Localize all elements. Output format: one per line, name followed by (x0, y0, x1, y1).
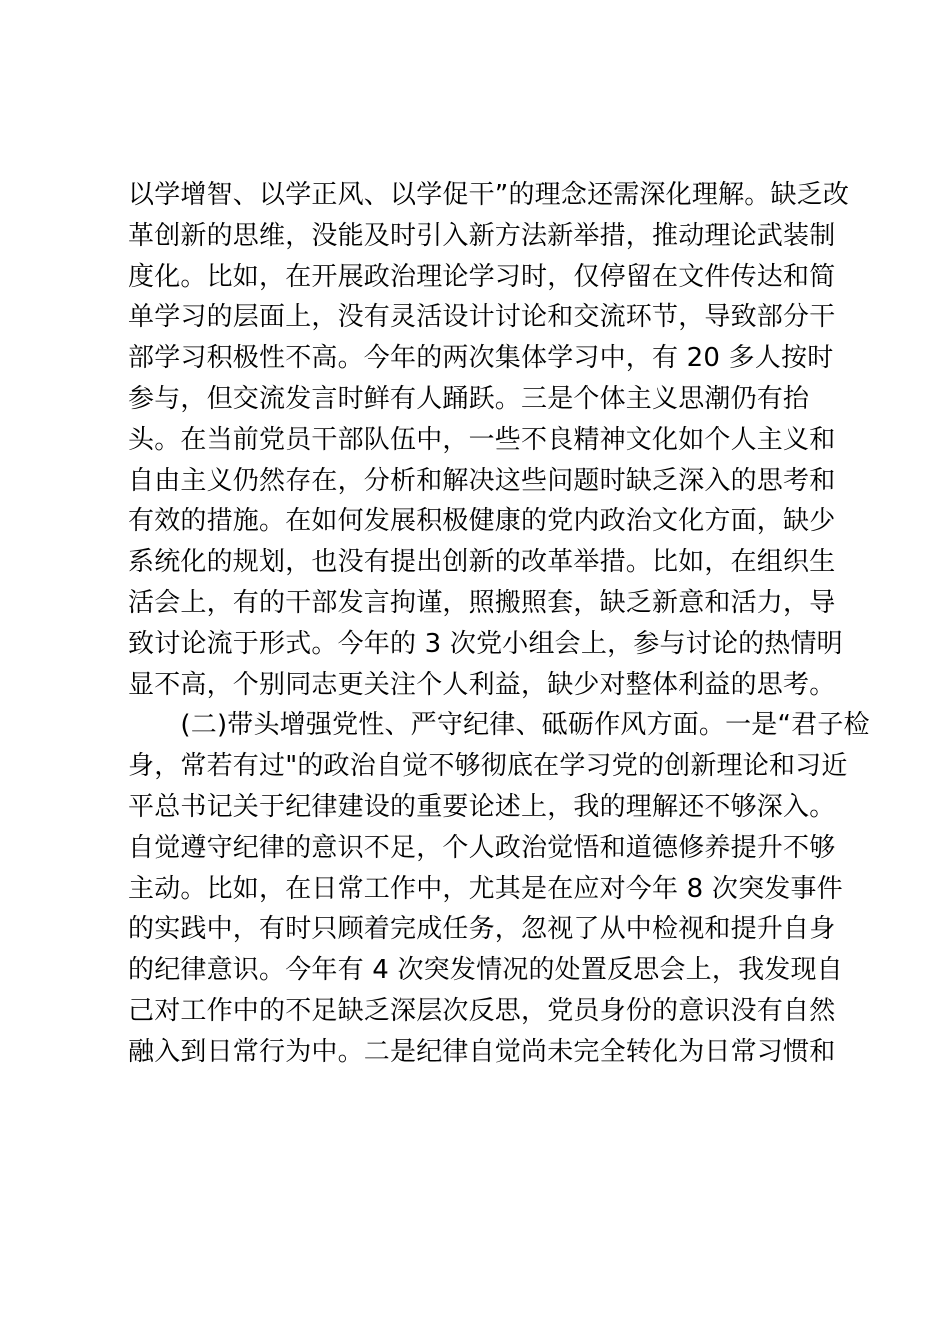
text-line: 的实践中，有时只顾着完成任务，忽视了从中检视和提升自身 (128, 914, 836, 945)
text-line: 有效的措施。在如何发展积极健康的党内政治文化方面，缺少 (128, 506, 836, 537)
text-line: 革创新的思维，没能及时引入新方法新举措，推动理论武装制 (128, 220, 836, 251)
text-line: 自由主义仍然存在，分析和解决这些问题时缺乏深入的思考和 (128, 465, 836, 496)
text-line: 致讨论流于形式。今年的 3 次党小组会上，参与讨论的热情明 (128, 628, 843, 659)
text-line: 显不高，个别同志更关注个人利益，缺少对整体利益的思考。 (128, 669, 836, 700)
text-line: 以学增智、以学正风、以学促干”的理念还需深化理解。缺乏改 (128, 180, 850, 210)
text-line: 参与，但交流发言时鲜有人踊跃。三是个体主义思潮仍有抬 (128, 383, 810, 414)
text-line: 主动。比如，在日常工作中，尤其是在应对今年 8 次突发事件 (128, 873, 843, 904)
text-line: 活会上，有的干部发言拘谨，照搬照套，缺乏新意和活力，导 (128, 587, 836, 618)
text-line: 单学习的层面上，没有灵活设计讨论和交流环节，导致部分干 (128, 302, 836, 333)
text-line: 的纪律意识。今年有 4 次突发情况的处置反思会上，我发现自 (128, 955, 843, 986)
text-line: 系统化的规划，也没有提出创新的改革举措。比如，在组织生 (128, 547, 836, 578)
text-line: 头。在当前党员干部队伍中，一些不良精神文化如个人主义和 (128, 424, 836, 455)
text-line: 自觉遵守纪律的意识不足，个人政治觉悟和道德修养提升不够 (128, 832, 836, 863)
text-line: 己对工作中的不足缺乏深层次反思，党员身份的意识没有自然 (128, 995, 836, 1026)
body-text (128, 175, 870, 1073)
text-line: 部学习积极性不高。今年的两次集体学习中，有 20 多人按时 (128, 343, 834, 374)
section-heading-line: (二)带头增强党性、严守纪律、砥砺作风方面。一是“君子检 (128, 710, 870, 741)
text-line: 融入到日常行为中。二是纪律自觉尚未完全转化为日常习惯和 (128, 1036, 836, 1067)
text-line: 度化。比如，在开展政治理论学习时，仅停留在文件传达和简 (128, 261, 836, 292)
text-line: 身，常若有过"的政治自觉不够彻底在学习党的创新理论和习近 (128, 751, 848, 782)
text-line: 平总书记关于纪律建设的重要论述上，我的理解还不够深入。 (128, 791, 836, 822)
